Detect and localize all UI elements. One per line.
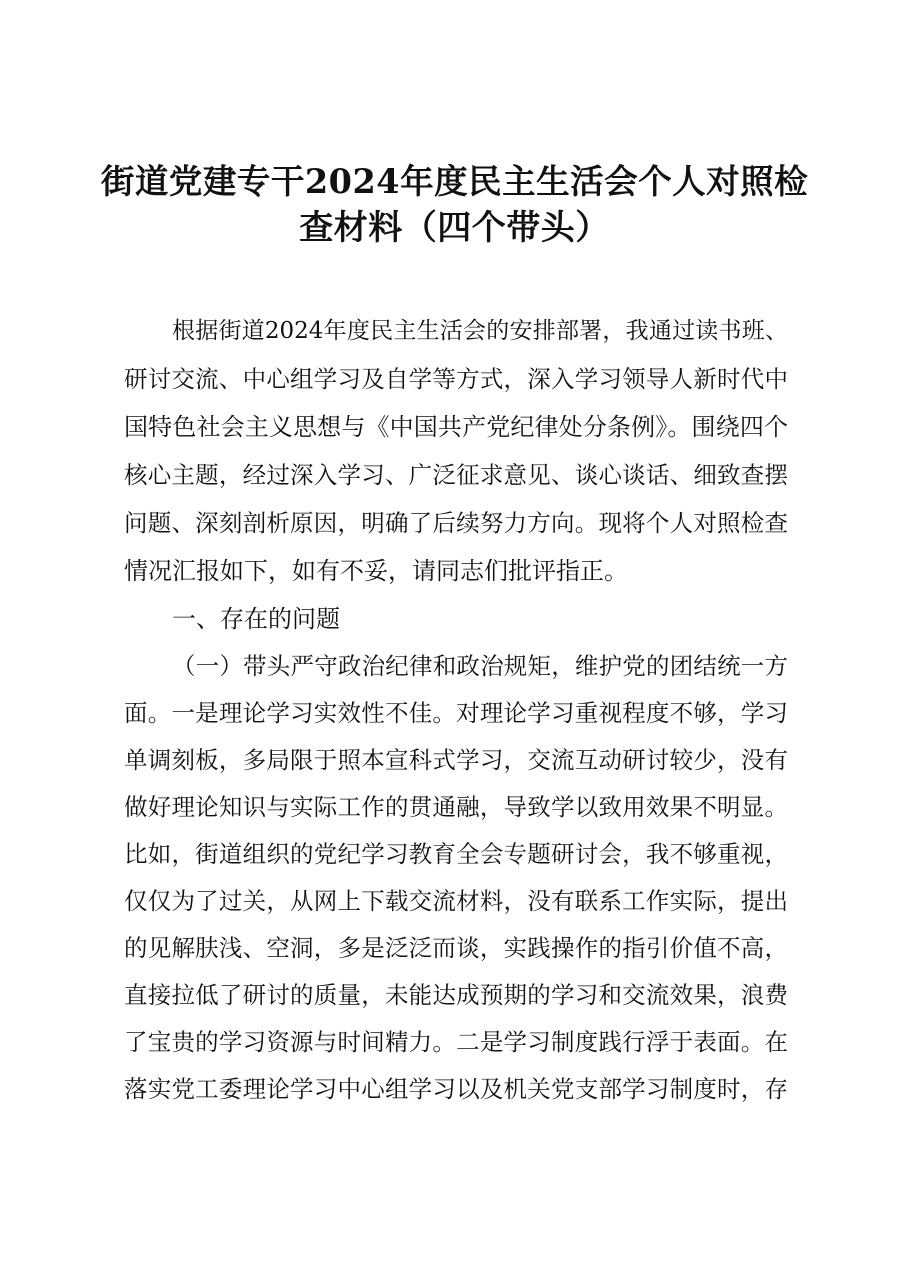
body-paragraph-line: 直接拉低了研讨的质量，未能达成预期的学习和交流效果，浪费 xyxy=(124,981,788,1009)
body-paragraph-line: 单调刻板，多局限于照本宣科式学习，交流互动研讨较少，没有 xyxy=(124,746,788,774)
intro-paragraph-line: 问题、深刻剖析原因，明确了后续努力方向。现将个人对照检查 xyxy=(124,509,788,537)
intro-paragraph-line: 研讨交流、中心组学习及自学等方式，深入学习领导人新时代中 xyxy=(124,365,788,393)
body-paragraph-line: 面。一是理论学习实效性不佳。对理论学习重视程度不够，学习 xyxy=(124,699,788,727)
intro-paragraph-line: 根据街道2024年度民主生活会的安排部署，我通过读书班、 xyxy=(172,318,788,344)
body-paragraph-line: 了宝贵的学习资源与时间精力。二是学习制度践行浮于表面。在 xyxy=(124,1028,788,1056)
body-paragraph-line: （一）带头严守政治纪律和政治规矩，维护党的团结统一方 xyxy=(172,652,788,680)
body-paragraph-line: 落实党工委理论学习中心组学习以及机关党支部学习制度时，存 xyxy=(124,1075,788,1103)
body-paragraph-line: 的见解肤浅、空洞，多是泛泛而谈，实践操作的指引价值不高， xyxy=(124,934,788,962)
intro-paragraph-line: 情况汇报如下，如有不妥，请同志们批评指正。 xyxy=(124,557,628,585)
section-heading: 一、存在的问题 xyxy=(172,605,340,633)
intro-paragraph-line: 核心主题，经过深入学习、广泛征求意见、谈心谈话、细致查摆 xyxy=(124,461,788,489)
document-title-line-1: 街道党建专干2024年度民主生活会个人对照检 xyxy=(100,162,809,201)
intro-paragraph-line: 国特色社会主义思想与《中国共产党纪律处分条例》。围绕四个 xyxy=(124,413,788,441)
document-title-line-2: 查材料（四个带头） xyxy=(299,208,610,248)
body-paragraph-line: 比如，街道组织的党纪学习教育全会专题研讨会，我不够重视， xyxy=(124,840,788,868)
body-paragraph-line: 做好理论知识与实际工作的贯通融，导致学以致用效果不明显。 xyxy=(124,793,788,821)
body-paragraph-line: 仅仅为了过关，从网上下载交流材料，没有联系工作实际，提出 xyxy=(124,887,788,915)
